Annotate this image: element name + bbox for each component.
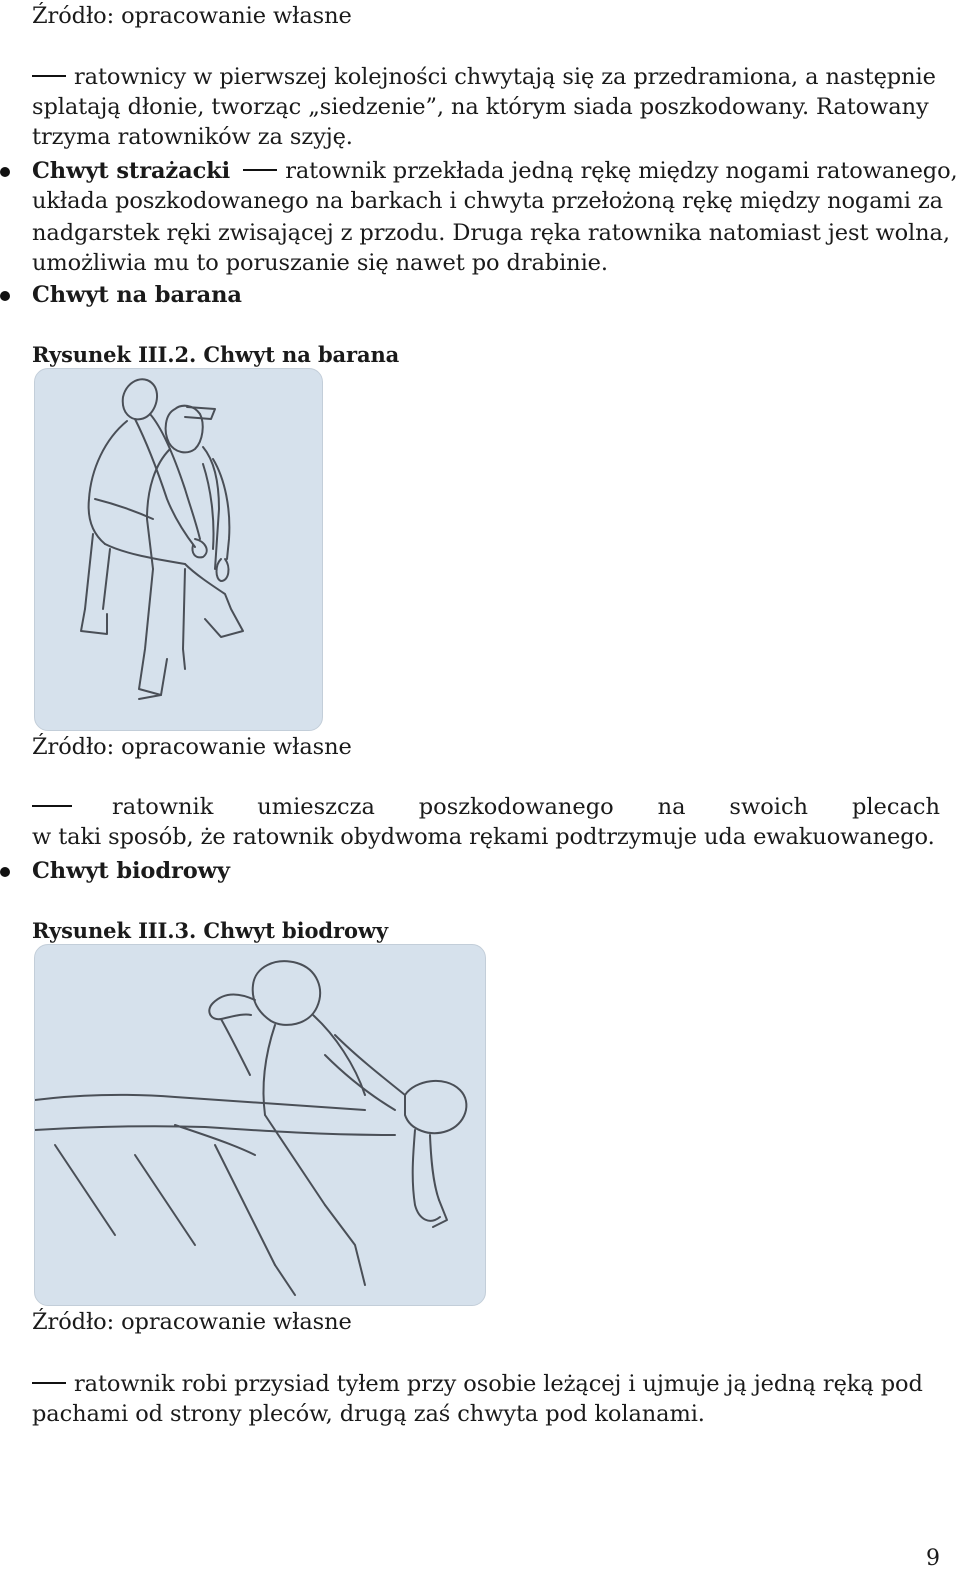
paragraph-line: ratownik robi przysiad tyłem przy osobie leżącej i ujmuje ją jedną ręką pod — [32, 1369, 923, 1399]
term: Chwyt strażacki — [32, 158, 231, 184]
paragraph-line: pachami od strony pleców, drugą zaś chwyta pod kolanami. — [32, 1401, 705, 1427]
hip-carry-illustration — [35, 945, 485, 1305]
bullet-item-chwyt-strazacki: Chwyt strażacki ratownik przekłada jedną rękę między nogami ratowanego, — [32, 158, 958, 184]
figure-source: Źródło: opracowanie własne — [32, 1309, 352, 1335]
em-dash — [32, 805, 72, 807]
bullet-icon — [0, 867, 10, 877]
paragraph-line: nadgarstek ręki zwisającej z przodu. Druga ręka ratownika natomiast jest wolna, — [32, 220, 950, 246]
paragraph-line: umożliwia mu to poruszanie się nawet po drabinie. — [32, 250, 608, 276]
figure-caption: Rysunek III.3. Chwyt biodrowy — [32, 918, 388, 943]
figure-piggyback-carry — [34, 368, 323, 731]
em-dash — [32, 75, 66, 77]
paragraph-line: układa poszkodowanego na barkach i chwyta przełożoną rękę między nogami za — [32, 188, 943, 214]
paragraph-line-justified: ratownik umieszcza poszkodowanego na swoich plecach — [32, 792, 940, 822]
figure-caption: Rysunek III.2. Chwyt na barana — [32, 342, 400, 367]
paragraph-line: trzyma ratowników za szyję. — [32, 124, 353, 150]
page-number: 9 — [926, 1546, 940, 1571]
figure-hip-carry — [34, 944, 486, 1306]
figure-source: Źródło: opracowanie własne — [32, 734, 352, 760]
em-dash — [32, 1382, 66, 1384]
bullet-icon — [0, 167, 10, 177]
piggyback-illustration — [35, 369, 322, 730]
bullet-item-chwyt-na-barana: Chwyt na barana — [32, 282, 242, 308]
source-note-top: Źródło: opracowanie własne — [32, 3, 352, 29]
paragraph-line: splatają dłonie, tworząc „siedzenie”, na którym siada poszkodowany. Ratowany — [32, 94, 929, 120]
paragraph-line: ratownicy w pierwszej kolejności chwytają się za przedramiona, a następnie — [32, 62, 936, 92]
em-dash — [243, 169, 277, 171]
bullet-icon — [0, 291, 10, 301]
paragraph-line: w taki sposób, że ratownik obydwoma rękami podtrzymuje uda ewakuowanego. — [32, 824, 935, 850]
bullet-item-chwyt-biodrowy: Chwyt biodrowy — [32, 858, 230, 884]
